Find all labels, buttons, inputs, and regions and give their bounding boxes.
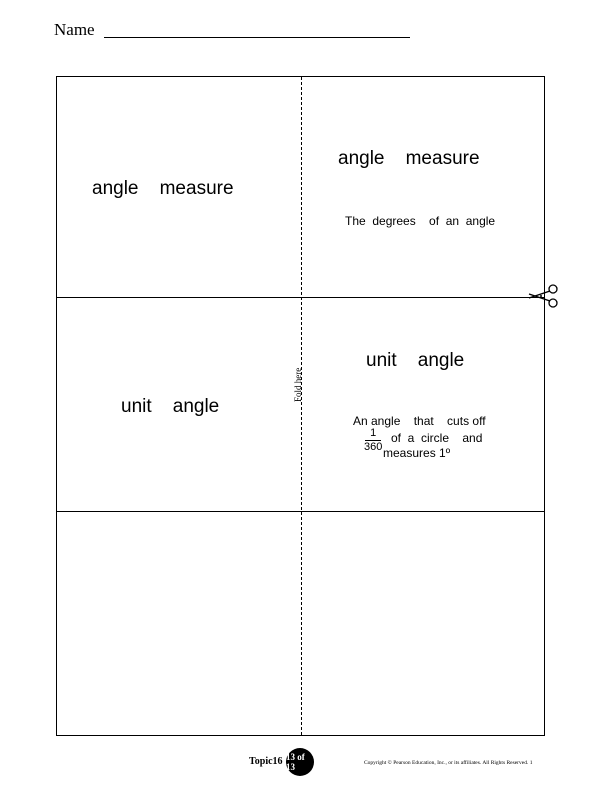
card-back-definition-line-2: of a circle and bbox=[391, 431, 483, 445]
copyright-notice: Copyright © Pearson Education, Inc., or its affiliates. All Rights Reserved. 1 bbox=[364, 760, 533, 766]
card-front-term-unit-angle: unit angle bbox=[121, 396, 220, 417]
card-back-definition-angle-measure: The degrees of an angle bbox=[345, 214, 496, 228]
card-front-term-angle-measure: angle measure bbox=[92, 178, 234, 199]
card-back-term-angle-measure: angle measure bbox=[338, 148, 480, 169]
card-back-definition-line-1: An angle that cuts off bbox=[353, 414, 486, 428]
fraction-denominator: 360 bbox=[364, 441, 383, 453]
fraction-one-360 bbox=[364, 427, 382, 453]
name-line bbox=[104, 37, 410, 38]
name-label: Name bbox=[54, 20, 95, 39]
card-back-term-unit-angle: unit angle bbox=[366, 350, 465, 371]
fraction-numerator: 1 bbox=[370, 427, 377, 439]
page-number: 13 of 13 bbox=[286, 752, 305, 772]
fold-line bbox=[301, 77, 302, 735]
card-back-definition-line-3: measures 1º bbox=[383, 446, 451, 460]
fold-here-label: Fold here bbox=[293, 367, 303, 402]
scissors-icon bbox=[527, 284, 561, 308]
topic-label: Topic16 bbox=[249, 756, 283, 767]
page-number-badge bbox=[286, 748, 314, 776]
